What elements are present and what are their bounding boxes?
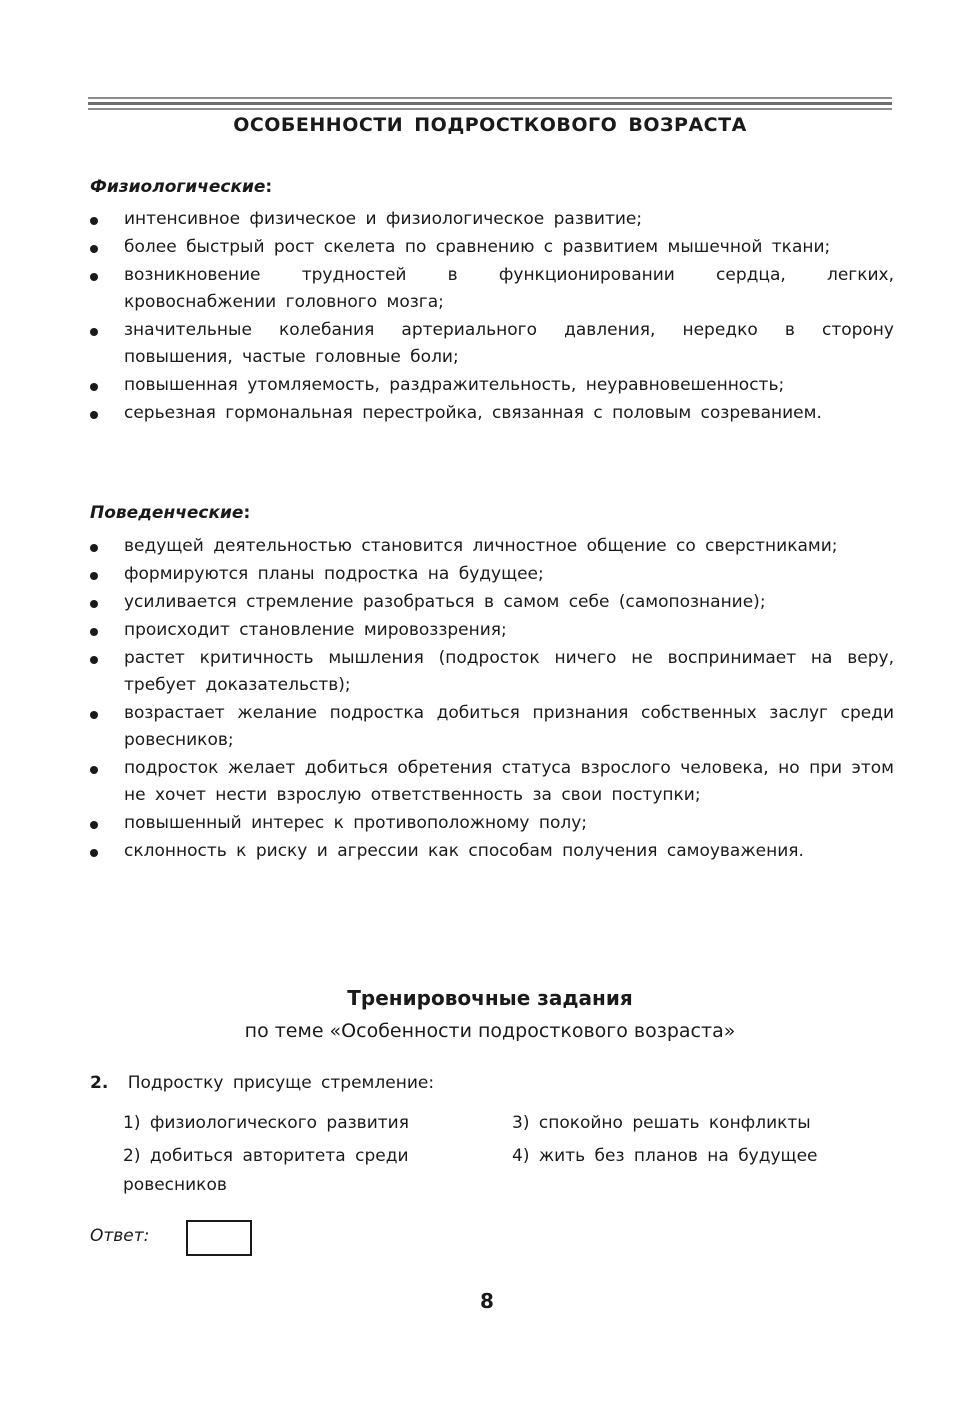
list-item: повышенная утомляемость, раздражительность, неуравновешенность;: [90, 372, 894, 399]
behavioral-list: [90, 533, 894, 866]
list-item: возникновение трудностей в функционировании сердца, легких, кровоснабжении головного мозга;: [90, 262, 894, 316]
answer-option-1[interactable]: 1) физиологического развития: [123, 1113, 409, 1133]
behavioral-heading: Поведенческие:: [90, 503, 251, 523]
physiological-list: [90, 206, 894, 428]
answer-option-2[interactable]: 2) добиться авторитета среди ровесников: [123, 1146, 409, 1195]
list-item: повышенный интерес к противоположному полу;: [90, 810, 894, 837]
answer-label: Ответ:: [90, 1226, 150, 1246]
list-item: ведущей деятельностью становится личностное общение со сверстниками;: [90, 533, 894, 560]
list-item: более быстрый рост скелета по сравнению с развитием мышечной ткани;: [90, 234, 894, 261]
list-item: подросток желает добиться обретения статуса взрослого человека, но при этом не хочет нести взрослую ответственность за свои поступки;: [90, 755, 894, 809]
list-item: склонность к риску и агрессии как способам получения самоуважения.: [90, 838, 894, 865]
answer-option-3[interactable]: 3) спокойно решать конфликты: [512, 1113, 811, 1133]
list-item: усиливается стремление разобраться в самом себе (самопознание);: [90, 589, 894, 616]
list-item: интенсивное физическое и физиологическое развитие;: [90, 206, 894, 233]
tasks-subtitle: по теме «Особенности подросткового возраста»: [244, 1020, 736, 1042]
physiological-heading: Физиологические:: [90, 177, 273, 197]
page-title: ОСОБЕННОСТИ ПОДРОСТКОВОГО ВОЗРАСТА: [88, 114, 892, 136]
page-number: 8: [480, 1289, 494, 1313]
question-number: 2.: [90, 1073, 109, 1093]
question-text: Подростку присуще стремление:: [127, 1073, 435, 1093]
list-item: формируются планы подростка на будущее;: [90, 561, 894, 588]
list-item: растет критичность мышления (подросток ничего не воспринимает на веру, требует доказательств);: [90, 645, 894, 699]
header-rules: [88, 97, 892, 113]
tasks-title: Тренировочные задания: [347, 986, 633, 1010]
question: [90, 1073, 434, 1093]
list-item: происходит становление мировоззрения;: [90, 617, 894, 644]
answer-option-4[interactable]: 4) жить без планов на будущее: [512, 1146, 818, 1166]
answer-input-box[interactable]: [186, 1220, 252, 1256]
list-item: значительные колебания артериального давления, нередко в сторону повышения, частые головные боли;: [90, 317, 894, 371]
list-item: серьезная гормональная перестройка, связанная с половым созреванием.: [90, 400, 894, 427]
list-item: возрастает желание подростка добиться признания собственных заслуг среди ровесников;: [90, 700, 894, 754]
